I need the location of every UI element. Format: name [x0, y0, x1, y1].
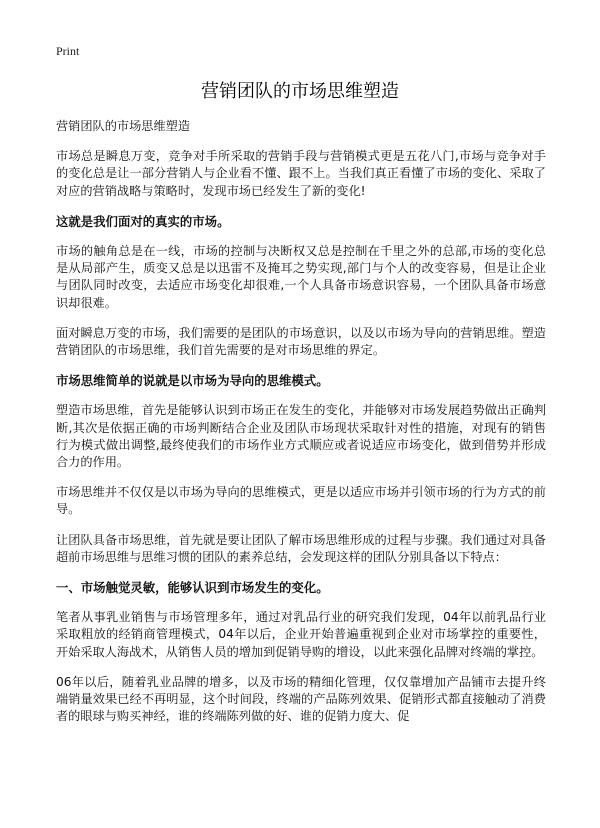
paragraph: 市场总是瞬息万变，竞争对手所采取的营销手段与营销模式更是五花八门,市场与竞争对手的变化总是让一部分营销人与企业看不懂、跟不上。当我们真正看懂了市场的变化、采取了对应的营销战略与策略时，发现市场已经发生了新的变化!: [56, 149, 546, 198]
article-body: [56, 118, 546, 738]
paragraph: 06年以后，随着乳业品牌的增多，以及市场的精细化管理，仅仅靠增加产品铺市去提升终端销量效果已经不再明显，这个时间段，终端的产品陈列效果、促销形式都直接触动了消费者的眼球与购买神经，谁的终端陈列做的好、谁的促销力度大、促: [56, 674, 546, 724]
paragraph: 面对瞬息万变的市场，我们需要的是团队的市场意识，以及以市场为导向的营销思维。塑造营销团队的市场思维，我们首先需要的是对市场思维的界定。: [56, 325, 546, 358]
paragraph: 笔者从事乳业销售与市场管理多年，通过对乳品行业的研究我们发现，04年以前乳品行业采取粗放的经销商管理模式，04年以后，企业开始普遍重视到企业对市场掌控的重要性，开始采取人海战术，从销售人员的增加到促销导购的增设，以此来强化品牌对终端的掌控。: [56, 610, 546, 659]
section-heading: 这就是我们面对的真实的市场。: [56, 213, 230, 229]
page-title: 营销团队的市场思维塑造: [201, 81, 399, 102]
section-heading: 一、市场触觉灵敏，能够认识到市场发生的变化。: [56, 580, 329, 596]
paragraph: 市场思维并不仅仅是以市场为导向的思维模式，更是以适应市场并引领市场的行为方式的前导。: [56, 485, 546, 517]
paragraph: 市场的触角总是在一线，市场的控制与决断权又总是控制在千里之外的总部,市场的变化总是从局部产生，质变又总是以迅雷不及掩耳之势实现,部门与个人的改变容易，但是让企业与团队同时改变，去适应市场变化却很难,一个人具备市场意识容易，一个团队具备市场意识却很难。: [56, 244, 546, 310]
print-link[interactable]: Print: [56, 44, 80, 58]
paragraph: 塑造市场思维，首先是能够认识到市场正在发生的变化，并能够对市场发展趋势做出正确判断,其次是依据正确的市场判断结合企业及团队市场现状采取针对性的措施，对现有的销售行为模式做出调整,最终使我们的市场作业方式顺应或者说适应市场变化，做到借势并形成合力的作用。: [56, 403, 546, 470]
subtitle-paragraph: 营销团队的市场思维塑造: [56, 119, 191, 133]
paragraph: 让团队具备市场思维，首先就是要让团队了解市场思维形成的过程与步骤。我们通过对具备超前市场思维与思维习惯的团队的素养总结，会发现这样的团队分别具备以下特点：: [56, 532, 546, 564]
section-heading: 市场思维简单的说就是以市场为导向的思维模式。: [56, 373, 329, 389]
